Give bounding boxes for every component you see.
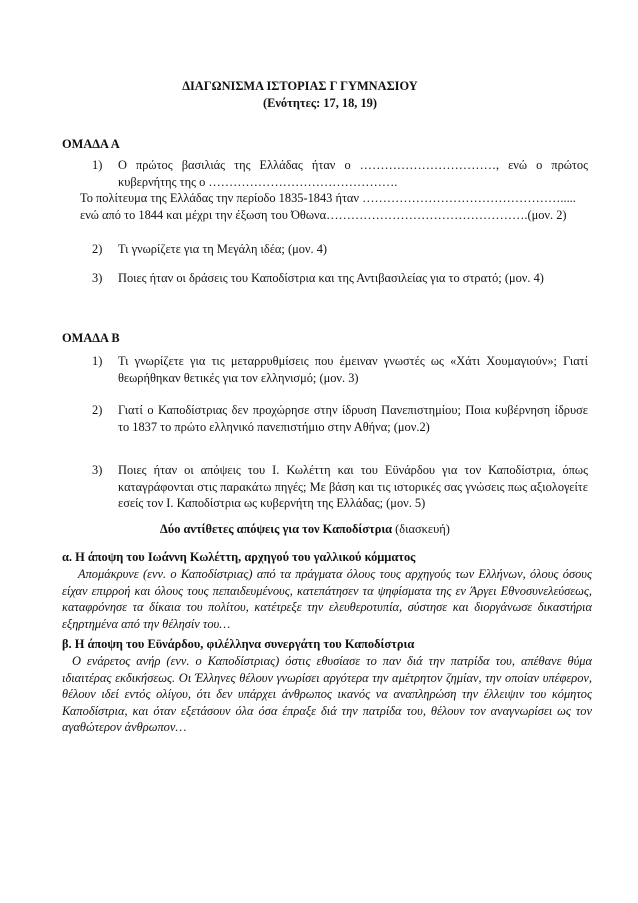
group-b-question-3	[92, 462, 588, 512]
question-text: Ποιες ήταν οι δράσεις του Καποδίστρια και της Αντιβασιλείας για το στρατό; (μον. 4)	[118, 271, 544, 285]
question-text: Τι γνωρίζετε για τη Μεγάλη ιδέα; (μον. 4)	[118, 242, 328, 256]
sources-heading	[160, 521, 520, 538]
source-a-text: Απομάκρυνε (ενν. ο Καποδίστριας) από τα πράγματα όλους τους αρχηγούς των Ελλήνων, όλους όσους είχαν επιρροή και όλους τους πεπαιδευμένους, κατεπάτησεν τα ψηφίσματα της εν Άργει Εθνοσυνελεύσεως, καταφρόνησε τα δίκαια του πολίτου, κατέτρεξε την ελευθεροτυπία, σύστησε και διοργάνωσε δικαστήρια εξηρτημένα από την θέλησίν του…	[62, 567, 592, 631]
group-a-question-1	[92, 157, 588, 190]
group-a-continuation-1: Το πολίτευμα της Ελλάδας την περίοδο 1835-1843 ήταν ………………………………………….....	[80, 191, 576, 205]
source-b-title: β. Η άποψη του Εϋνάρδου, φιλέλληνα συνεργάτη του Καποδίστρια	[62, 637, 415, 651]
sources-heading-note: (διασκευή)	[392, 522, 450, 536]
question-text: Γιατί ο Καποδίστριας δεν προχώρησε στην ίδρυση Πανεπιστημίου; Ποια κυβέρνηση ίδρυσε το 1837 το πρώτο ελληνικό πανεπιστήμιο στην Αθήνα; (μον.2)	[118, 403, 588, 434]
sources-heading-bold: Δύο αντίθετες απόψεις για τον Καποδίστρια	[160, 522, 393, 536]
group-a-question-3	[92, 270, 588, 287]
question-text: Τι γνωρίζετε για τις μεταρρυθμίσεις που έμειναν γνωστές ως «Χάτι Χουμαγιούν»; Γιατί θεωρήθηκαν θετικές για τον ελληνισμό; (μον. 3)	[118, 354, 588, 385]
question-text: Ποιες ήταν οι απόψεις του Ι. Κωλέττη και του Εϋνάρδου για τον Καποδίστρια, όπως καταγράφονται στις παρακάτω πηγές; Με βάση και τις ιστορικές σας γνώσεις πως αξιολογείτε εσείς τον Ι. Καποδίστρια ως κυβερνήτη της Ελλάδας; (μον. 5)	[118, 463, 588, 510]
group-a-heading: ΟΜΑΔΑ Α	[62, 137, 120, 151]
question-number: 1)	[92, 158, 103, 172]
question-number: 3)	[92, 271, 103, 285]
group-b-question-2	[92, 402, 588, 435]
question-number: 2)	[92, 242, 103, 256]
group-b-question-1	[92, 353, 588, 386]
question-number: 3)	[92, 463, 103, 477]
title-line-2: (Ενότητες: 17, 18, 19)	[262, 95, 377, 110]
group-a-continuation-2: ενώ από το 1844 και μέχρι την έξωση του Όθωνα………………………………………….(μον. 2)	[80, 208, 567, 222]
question-text: Ο πρώτος βασιλιάς της Ελλάδας ήταν ο ……………………………, ενώ ο πρώτος κυβερνήτης της ο ……………………………………….	[118, 158, 588, 189]
source-b-text: Ο ενάρετος ανήρ (ενν. ο Καποδίστριας) όστις εθυσίασε το παν διά την πατρίδα του, απέθανε θύμα ιδιαιτέρας εκδικήσεως. Οι Έλληνες θέλουν γνωρίσει αργότερα την αμέτρητον ζημίαν, την οποίαν υπέφερον, θέλουν ιδεί εντός ολίγου, ότι δεν υπάρχει άνθρωπος ικανός να αναπληρώση την έλλειψιν του κόμητος Καποδίστρια, και όταν εξετάσουν όλα όσα έπραξε διά την πατρίδα του, θέλουν τον αναγνωρίσει ως τον αγαθώτερον άνθρωπον…	[62, 654, 592, 734]
question-number: 2)	[92, 403, 103, 417]
question-number: 1)	[92, 354, 103, 368]
title-line-1: ΔΙΑΓΩΝΙΣΜΑ ΙΣΤΟΡΙΑΣ Γ ΓΥΜΝΑΣΙΟΥ	[182, 79, 418, 93]
group-b-heading: ΟΜΑΔΑ Β	[62, 331, 120, 345]
exam-title	[150, 78, 450, 111]
group-a-question-2	[92, 241, 588, 258]
source-a-title: α. Η άποψη του Ιωάννη Κωλέττη, αρχηγού του γαλλικού κόμματος	[62, 550, 416, 564]
